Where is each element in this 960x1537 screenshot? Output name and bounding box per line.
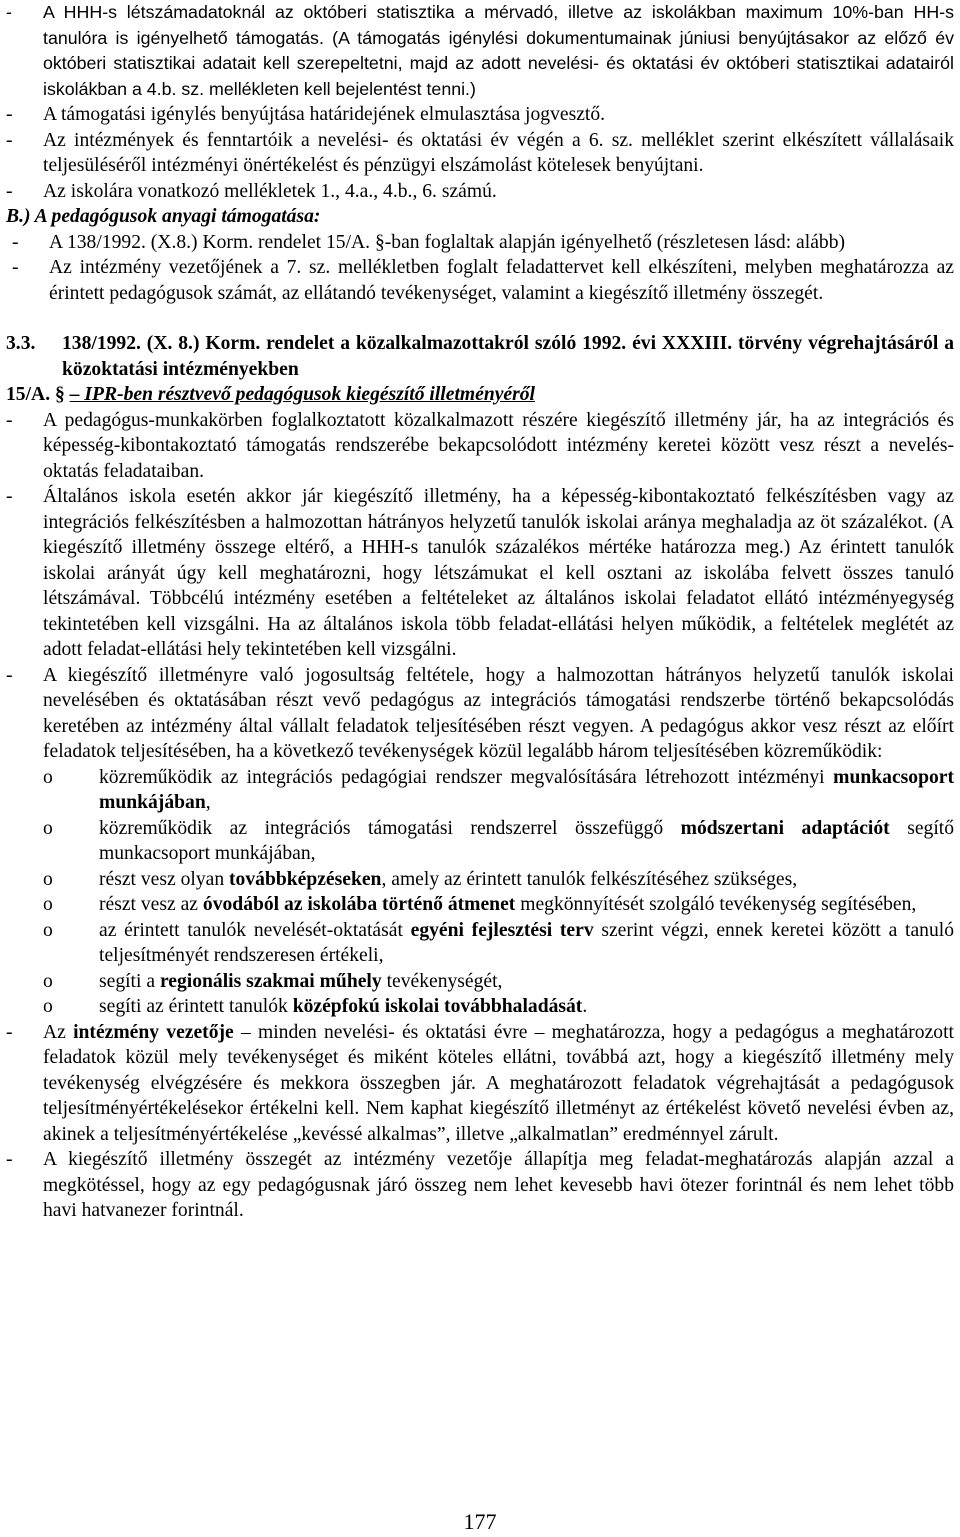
list-item-text: Az intézmény vezetőjének a 7. sz. mellékletben foglalt feladattervet kell elkészíteni, melyben meghatározza az érintett pedagógusok számát, az ellátandó tevékenységet, valamint a kiegészítő illetmény összegét.	[49, 257, 954, 304]
bullet-list-item	[6, 918, 954, 969]
dash-list-item	[6, 1020, 954, 1148]
bullet-list-item	[6, 994, 954, 1020]
list-item-text: A pedagógus-munkakörben foglalkoztatott közalkalmazott részére kiegészítő illetmény jár, ha az integrációs és képesség-kibontakoztató támogatás rendszerébe bekapcsolódott intézmény keretei között vesz részt a nevelés-oktatás feladataiban.	[43, 409, 954, 482]
bullet-marker: o	[43, 894, 53, 915]
list-item-text: részt vesz az óvodából az iskolába történő átmenet megkönnyítését szolgáló tevékenység segítésében,	[99, 894, 917, 915]
document-page	[6, 0, 954, 1224]
dash-marker: -	[12, 231, 19, 253]
spacer	[6, 306, 954, 331]
list-item-text: A kiegészítő illetményre való jogosultság feltétele, hogy a halmozottan hátrányos helyzetű tanulók iskolai nevelésében és oktatásában részt vevő pedagógus az integrációs támogatási rendszerbe történő bekapcsolódás keretében az intézmény által vállalt feladatok teljesítésében részt vegyen. A pedagógus akkor vesz részt az előírt feladatok teljesítésében, ha a következő tevékenységek közül legalább három teljesítésében közreműködik:	[43, 664, 954, 762]
dash-list-item	[6, 1147, 954, 1224]
dash-marker: -	[6, 180, 13, 202]
dash-marker: -	[6, 486, 13, 507]
numbered-heading	[6, 331, 954, 382]
heading-text: 138/1992. (X. 8.) Korm. rendelet a közalkalmazottakról szóló 1992. évi XXXIII. törvény végrehajtásáról a közoktatási intézményekben	[62, 333, 954, 380]
paragraph: 15/A. § – IPR-ben résztvevő pedagógusok kiegészítő illetményéről	[6, 384, 535, 405]
bullet-list-item	[6, 816, 954, 867]
list-item-text: A támogatási igénylés benyújtása határidejének elmulasztása jogvesztő.	[43, 104, 606, 125]
bullet-marker: o	[43, 817, 53, 839]
heading-number: 3.3.	[6, 333, 36, 354]
dash-marker: -	[6, 409, 13, 431]
bullet-list-item	[6, 892, 954, 918]
dash-list-item	[6, 484, 954, 663]
dash-list-item	[6, 408, 954, 485]
dash-list-item	[6, 179, 954, 205]
bullet-marker: o	[43, 766, 53, 788]
dash-list-item	[6, 128, 954, 179]
list-item-text: közreműködik az integrációs pedagógiai rendszer megvalósítására létrehozott intézményi munkacsoport munkájában,	[99, 766, 954, 813]
list-item-text: Az intézmények és fenntartóik a nevelési- és oktatási év végén a 6. sz. melléklet szerint elkészített vállalásaik teljesüléséről intézményi önértékelést és pénzügyi elszámolást kötelesek benyújtani.	[43, 129, 954, 176]
bullet-list-item	[6, 969, 954, 995]
dash-marker: -	[6, 104, 13, 125]
list-item-text: részt vesz olyan továbbképzéseken, amely az érintett tanulók felkészítéséhez szükséges,	[99, 868, 798, 890]
dash-list-item	[6, 102, 954, 128]
dash-marker: -	[6, 1149, 13, 1170]
dash-marker: -	[12, 257, 19, 278]
list-item-text: Általános iskola esetén akkor jár kiegészítő illetmény, ha a képesség-kibontakoztató felkészítésben vagy az integrációs felkészítésben a halmozottan hátrányos helyzetű tanulók iskolai aránya meghaladja az öt százalékot. (A kiegészítő illetmény összege eltérő, a HHH-s tanulók százalékos mértéke határozza meg.) Az érintett tanulók iskolai arányát úgy kell meghatározni, hogy létszámukat el kell osztani az iskolába felvett összes tanuló létszámával. Többcélú intézmény esetében a feltételeket az általános iskolai feladatot ellátó intézményegység tekintetében kell vizsgálni. Ha az általános iskola több feladat-ellátási helyen működik, a feltételek meglétét az adott feladat-ellátási hely tekintetében kell vizsgálni.	[43, 486, 954, 660]
dash-list-item	[6, 255, 954, 306]
dash-marker: -	[6, 2, 12, 22]
list-item-text: A HHH-s létszámadatoknál az októberi statisztika a mérvadó, illetve az iskolákban maximum 10%-ban HH-s tanulóra is igényelhető támogatás. (A támogatás igénylési dokumentumainak júniusi benyújtásakor az előző év októberi statisztikai adatait kell szerepeltetni, majd az adott nevelési- és oktatási év októberi statisztikai adatairól iskolákban a 4.b. sz. mellékleten kell bejelentést tenni.)	[43, 2, 954, 99]
list-item-text: A kiegészítő illetmény összegét az intézmény vezetője állapítja meg feladat-meghatározás alapján azzal a megkötéssel, hogy az egy pedagógusnak járó összeg nem lehet kevesebb havi ötezer forintnál és nem lehet több havi hatvanezer forintnál.	[43, 1149, 954, 1221]
list-item-text: közreműködik az integrációs támogatási rendszerrel összefüggő módszertani adaptációt segítő munkacsoport munkájában,	[99, 817, 955, 864]
bullet-list-item	[6, 867, 954, 893]
bullet-marker: o	[43, 919, 53, 941]
page-number: 177	[463, 1509, 497, 1534]
dash-list-item	[6, 663, 954, 765]
list-item-text: Az intézmény vezetője – minden nevelési- és oktatási évre – meghatározza, hogy a pedagógus a meghatározott feladatok közül mely tevékenységet és miként köteles ellátni, továbbá azt, hogy a kiegészítő illetmény mely tevékenység elvégzésére és mekkora összegben jár. A meghatározott feladatok végrehajtását a pedagógusok teljesítményértékelésekor értékelni kell. Nem kaphat kiegészítő illetményt az értékelést követő nevelési évben az, akinek a teljesítményértékelése „kevéssé alkalmas”, illetve „alkalmatlan” eredménnyel zárult.	[43, 1021, 954, 1145]
section-heading: B.) A pedagógusok anyagi támogatása:	[6, 206, 321, 227]
bullet-marker: o	[43, 996, 53, 1017]
dash-marker: -	[6, 664, 13, 686]
list-item-text: A 138/1992. (X.8.) Korm. rendelet 15/A. §-ban foglaltak alapján igényelhető (részletesen lásd: alább)	[49, 231, 846, 253]
dash-marker: -	[6, 1021, 13, 1043]
bullet-list-item	[6, 765, 954, 816]
dash-list-item	[6, 0, 954, 102]
bullet-marker: o	[43, 868, 53, 890]
bullet-marker: o	[43, 970, 53, 992]
dash-marker: -	[6, 129, 13, 151]
list-item-text: segíti az érintett tanulók középfokú iskolai továbbhaladását.	[99, 996, 588, 1017]
dash-list-item	[6, 230, 954, 256]
list-item-text: segíti a regionális szakmai műhely tevékenységét,	[99, 970, 503, 992]
list-item-text: Az iskolára vonatkozó mellékletek 1., 4.a., 4.b., 6. számú.	[43, 180, 497, 202]
list-item-text: az érintett tanulók nevelését-oktatását egyéni fejlesztési terv szerint végzi, ennek keretei között a tanuló teljesítményét rendszeresen értékeli,	[99, 919, 954, 966]
